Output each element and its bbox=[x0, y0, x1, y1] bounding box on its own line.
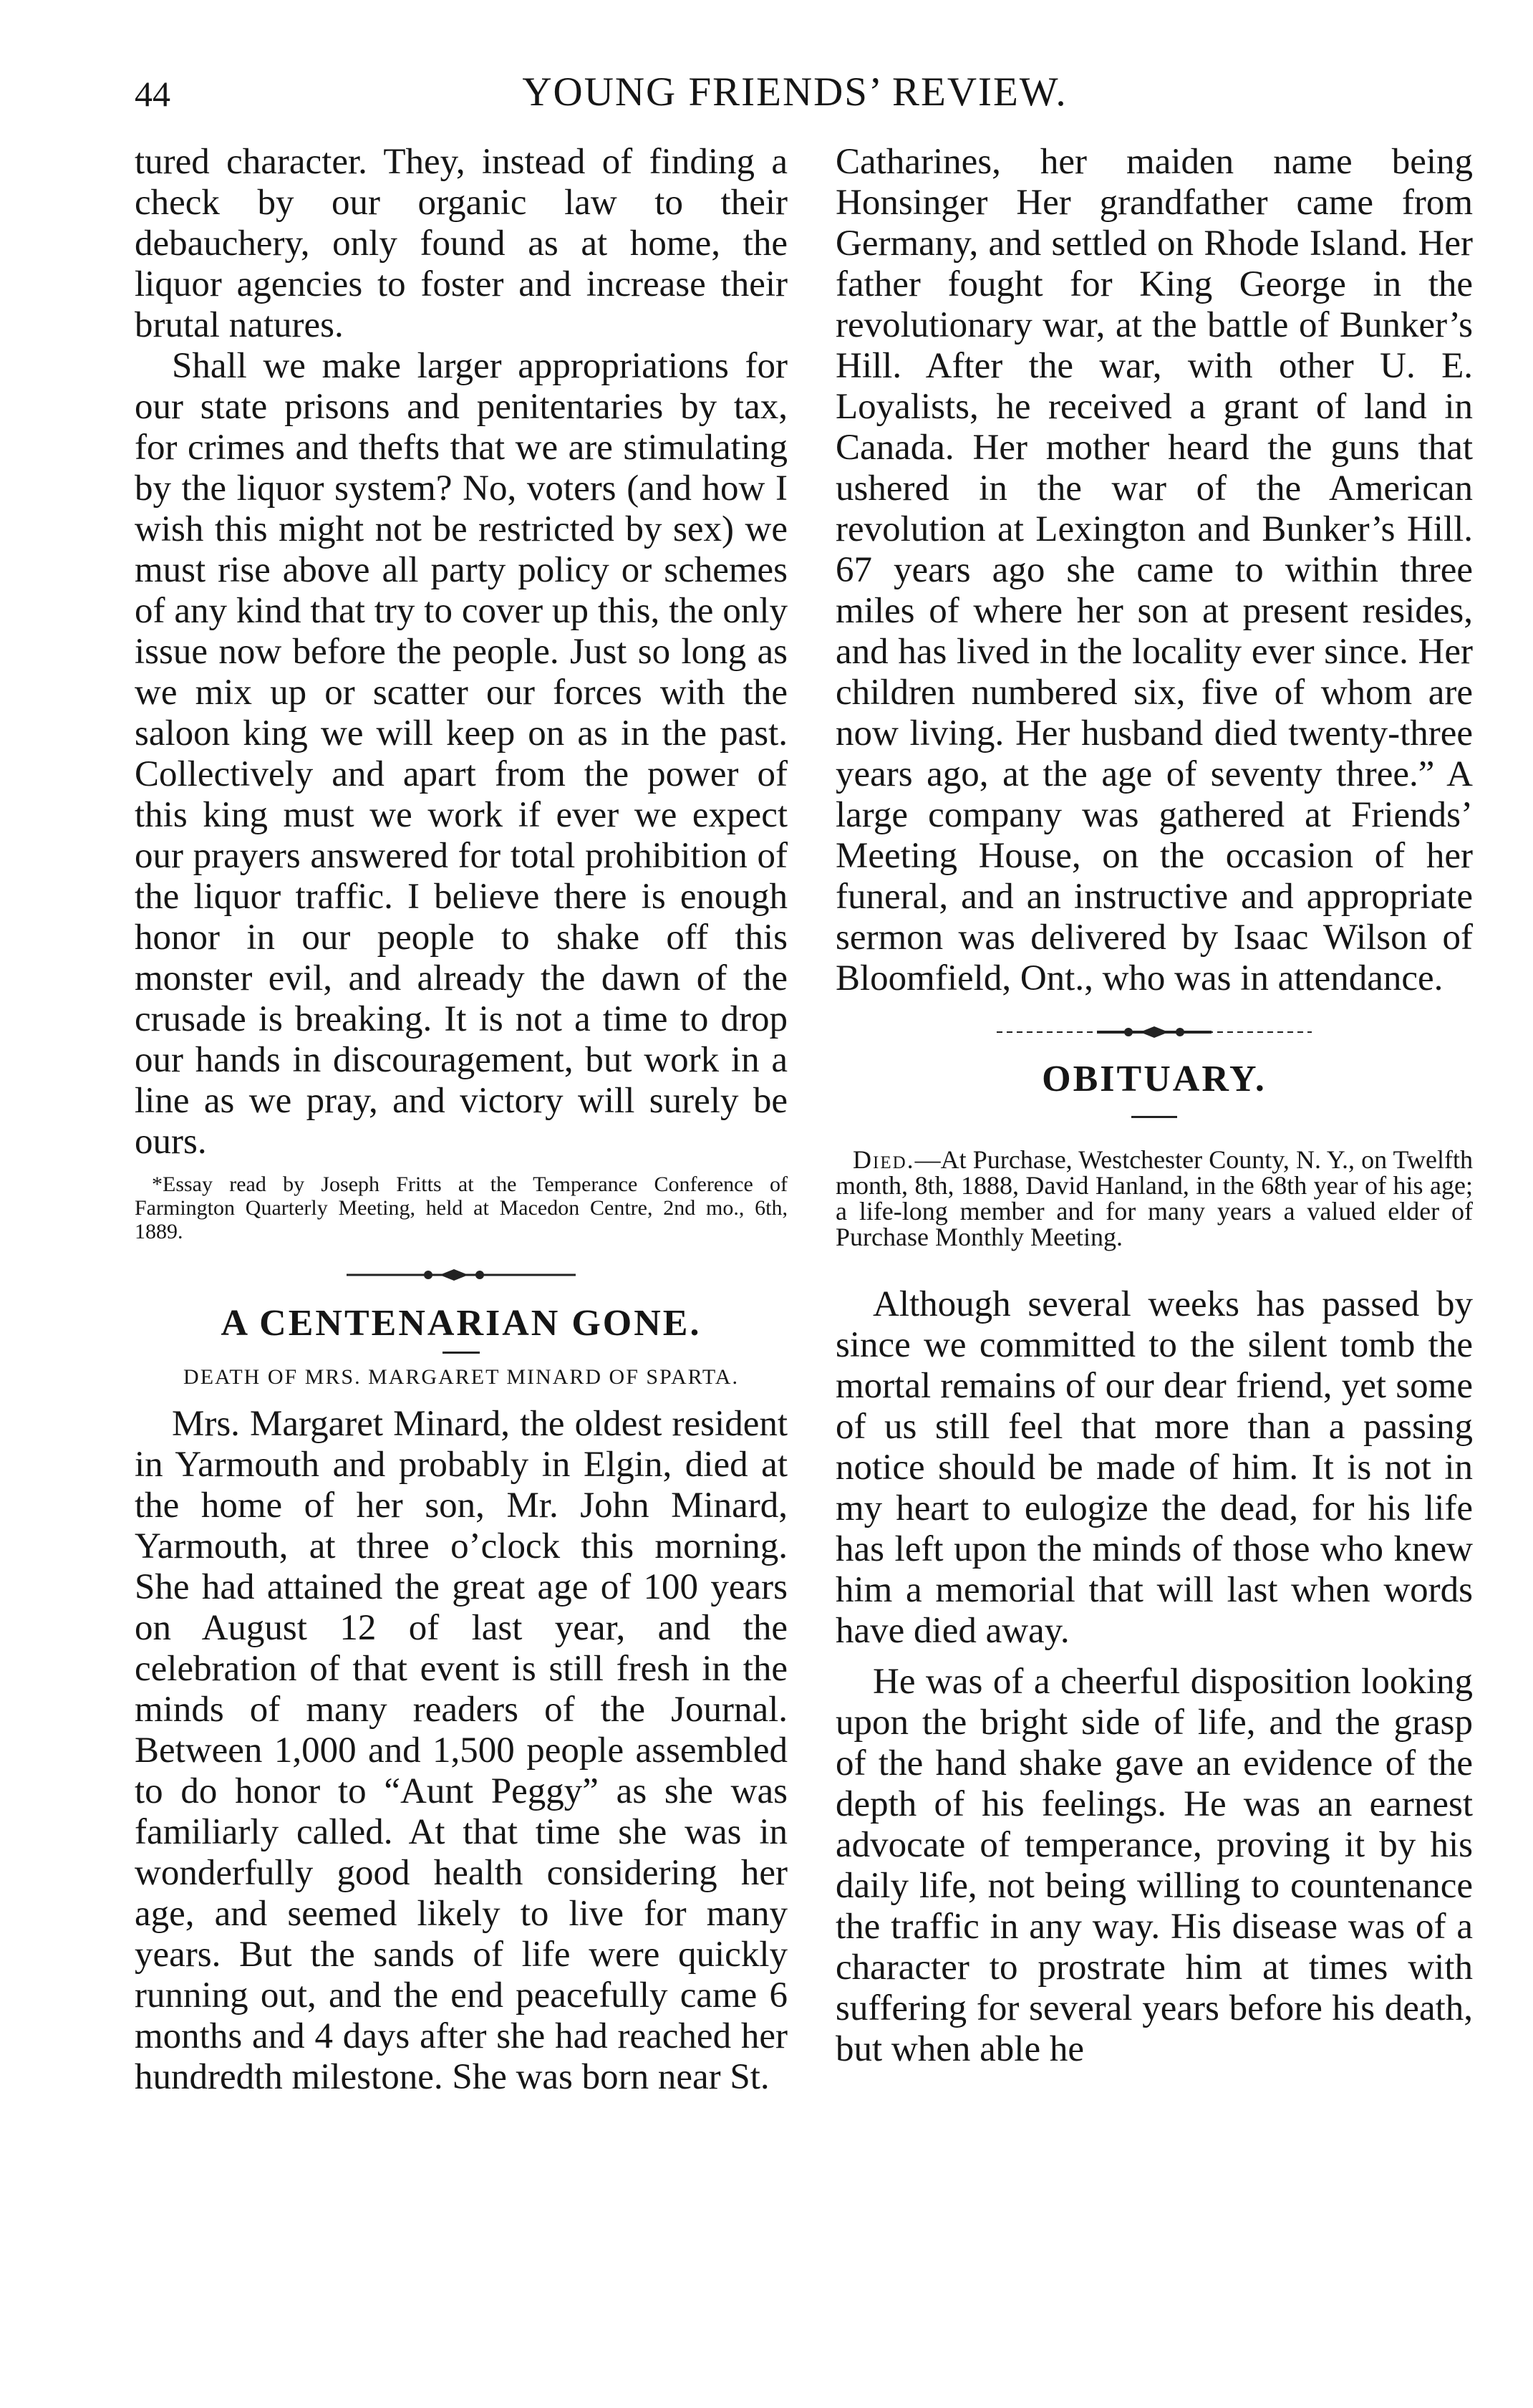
footnote: *Essay read by Joseph Fritts at the Temperance Conference of Farmington Quarterly Meeting, held at Macedon Centre, 2nd mo., 6th, 1889. bbox=[135, 1172, 788, 1243]
notice-lead: Died. bbox=[853, 1145, 915, 1174]
death-notice bbox=[836, 1147, 1473, 1250]
notice-text: —At Purchase, Westchester County, N. Y., on Twelfth month, 8th, 1888, David Hanland, in the 68th year of his age; a life-long member and for many years a valued elder of Purchase Monthly Meeting. bbox=[836, 1145, 1473, 1251]
obituary-title: OBITUARY. bbox=[1042, 1059, 1267, 1099]
paragraph: Mrs. Margaret Minard, the oldest resident in Yarmouth and probably in Elgin, died at the home of her son, Mr. John Minard, Yarmouth, at three o’clock this morning. She had attained the great age of 100 years on August 12 of last year, and the celebration of that event is still fresh in the minds of many readers of the Journal. Between 1,000 and 1,500 people assembled to do honor to “Aunt Peggy” as she was familiarly called. At that time she was in wonderfully good health considering her age, and seemed likely to live for many years. But the sands of life were quickly running out, and the end peacefully came 6 months and 4 days after she had reached her hundredth milestone. She was born near St. bbox=[135, 1404, 788, 2097]
title-rule bbox=[1131, 1116, 1177, 1118]
article-subhead: DEATH OF MRS. MARGARET MINARD OF SPARTA. bbox=[183, 1365, 739, 1389]
paragraph: He was of a cheerful disposition looking upon the bright side of life, and the grasp of the hand shake gave an evidence of the depth of his feelings. He was an earnest advocate of temperance, proving it by his daily life, not being willing to countenance the traffic in any way. His disease was of a character to prostrate him at times with suffering for several years before his death, but when able he bbox=[836, 1662, 1473, 2069]
page-number: 44 bbox=[135, 74, 170, 114]
running-title: YOUNG FRIENDS’ REVIEW. bbox=[522, 69, 1068, 115]
paragraph: Catharines, her maiden name being Honsinger Her grandfather came from Germany, and settled on Rhode Island. Her father fought for King George in the revolutionary war, at the battle of Bunker’s Hill. After the war, with other U. E. Loyalists, he received a grant of land in Canada. Her mother heard the guns that ushered in the war of the American revolution at Lexington and Bunker’s Hill. 67 years ago she came to within three miles of where her son at present resides, and has lived in the locality ever since. Her children numbered six, five of whom are now living. Her husband died twenty-three years ago, at the age of seventy three.” A large company was gathered at Friends’ Meeting House, on the occasion of her funeral, and an instructive and appropriate sermon was delivered by Isaac Wilson of Bloomfield, Ont., who was in attendance. bbox=[836, 142, 1473, 998]
right-column bbox=[836, 142, 1473, 2070]
title-rule bbox=[443, 1352, 480, 1354]
paragraph: Although several weeks has passed by since we committed to the silent tomb the mortal remains of our dear friend, yet some of us still feel that more than a passing notice should be made of him. It is not in my heart to eulogize the dead, for his life has left upon the minds of those who knew him a memorial that will last when words have died away. bbox=[836, 1284, 1473, 1651]
article-title: A CENTENARIAN GONE. bbox=[221, 1303, 702, 1344]
paragraph: tured character. They, instead of finding a check by our organic law to their debauchery, only found as at home, the liquor agencies to foster and increase their brutal natures. bbox=[135, 142, 788, 345]
paragraph: Shall we make larger appropriations for our state prisons and penitentaries by tax, for crimes and thefts that we are stimulating by the liquor system? No, voters (and how I wish this might not be restricted by sex) we must rise above all party policy or schemes of any kind that try to cover up this, the only issue now before the people. Just so long as we mix up or scatter our forces with the saloon king we will keep on as in the past. Collectively and apart from the power of this king must we work if ever we expect our prayers answered for total prohibition of the liquor traffic. I believe there is enough honor in our people to shake off this monster evil, and already the dawn of the crusade is breaking. It is not a time to drop our hands in discouragement, but work in a line as we pray, and victory will surely be ours. bbox=[135, 346, 788, 1162]
left-column bbox=[135, 142, 788, 2098]
ornament-divider bbox=[990, 1024, 1319, 1041]
page-header bbox=[129, 62, 1461, 126]
ornament-divider bbox=[332, 1266, 590, 1284]
